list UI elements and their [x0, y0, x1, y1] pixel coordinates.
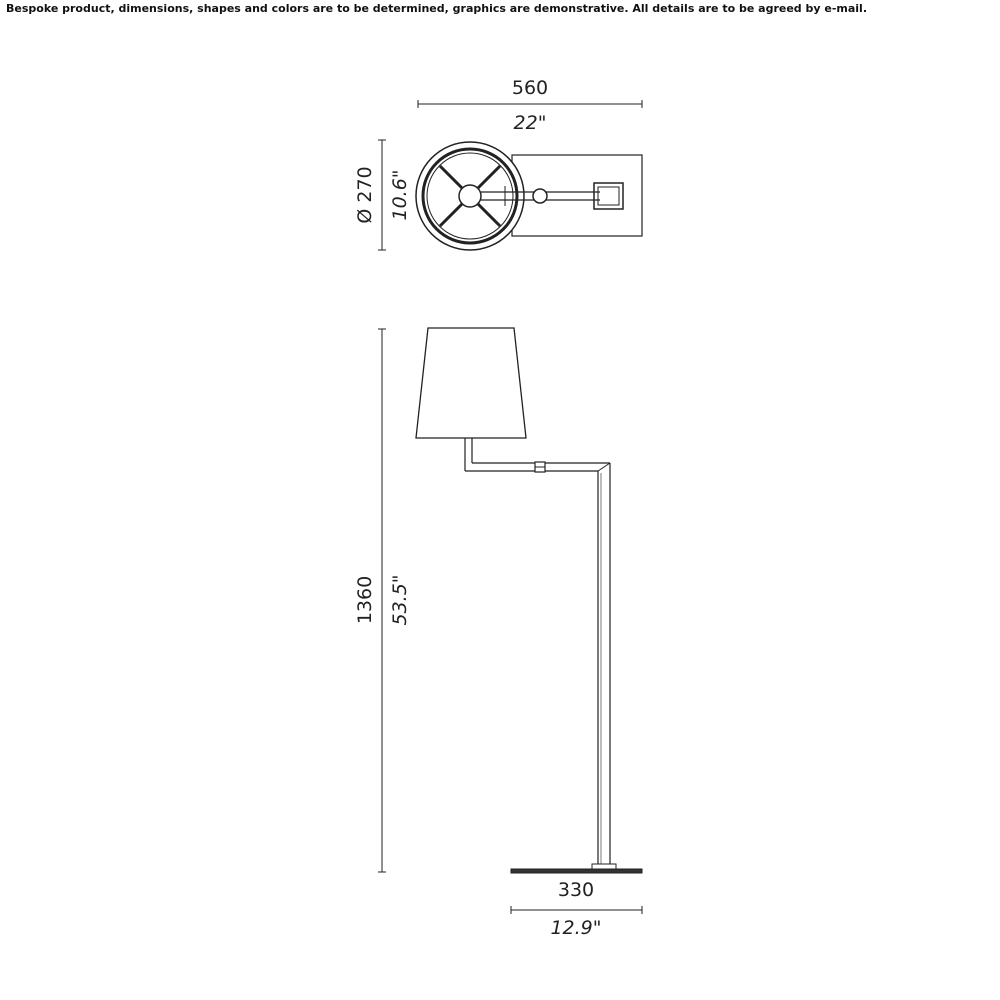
- diameter-inch-label: 10.6": [389, 169, 411, 221]
- arm-side: [465, 462, 610, 472]
- width-inch-label: 22": [513, 112, 547, 134]
- height-mm-label: 1360: [354, 575, 376, 625]
- height-inch-label: 53.5": [389, 574, 411, 626]
- base-mm-label: 330: [557, 879, 595, 901]
- shade-side: [416, 328, 526, 438]
- stem-side: [598, 463, 610, 866]
- side-view: [354, 328, 642, 939]
- arm-joint: [533, 189, 547, 203]
- stem-bracket-inner: [598, 187, 619, 205]
- diameter-dimension-line: [378, 140, 386, 250]
- width-dimension-line: [418, 100, 642, 108]
- diameter-mm-label: Ø 270: [354, 166, 376, 224]
- base-dimension-line: [511, 906, 642, 914]
- shade-drop-stem: [465, 438, 472, 471]
- shade-hub: [459, 185, 481, 207]
- width-mm-label: 560: [511, 77, 549, 99]
- disclaimer-text: Bespoke product, dimensions, shapes and colors are to be determined, graphics are demonstrative. All details are to be agreed by e-mail.: [6, 2, 868, 15]
- top-view: [354, 77, 642, 250]
- base-side: [511, 864, 642, 873]
- height-dimension-line: [378, 329, 386, 872]
- base-inch-label: 12.9": [550, 917, 602, 939]
